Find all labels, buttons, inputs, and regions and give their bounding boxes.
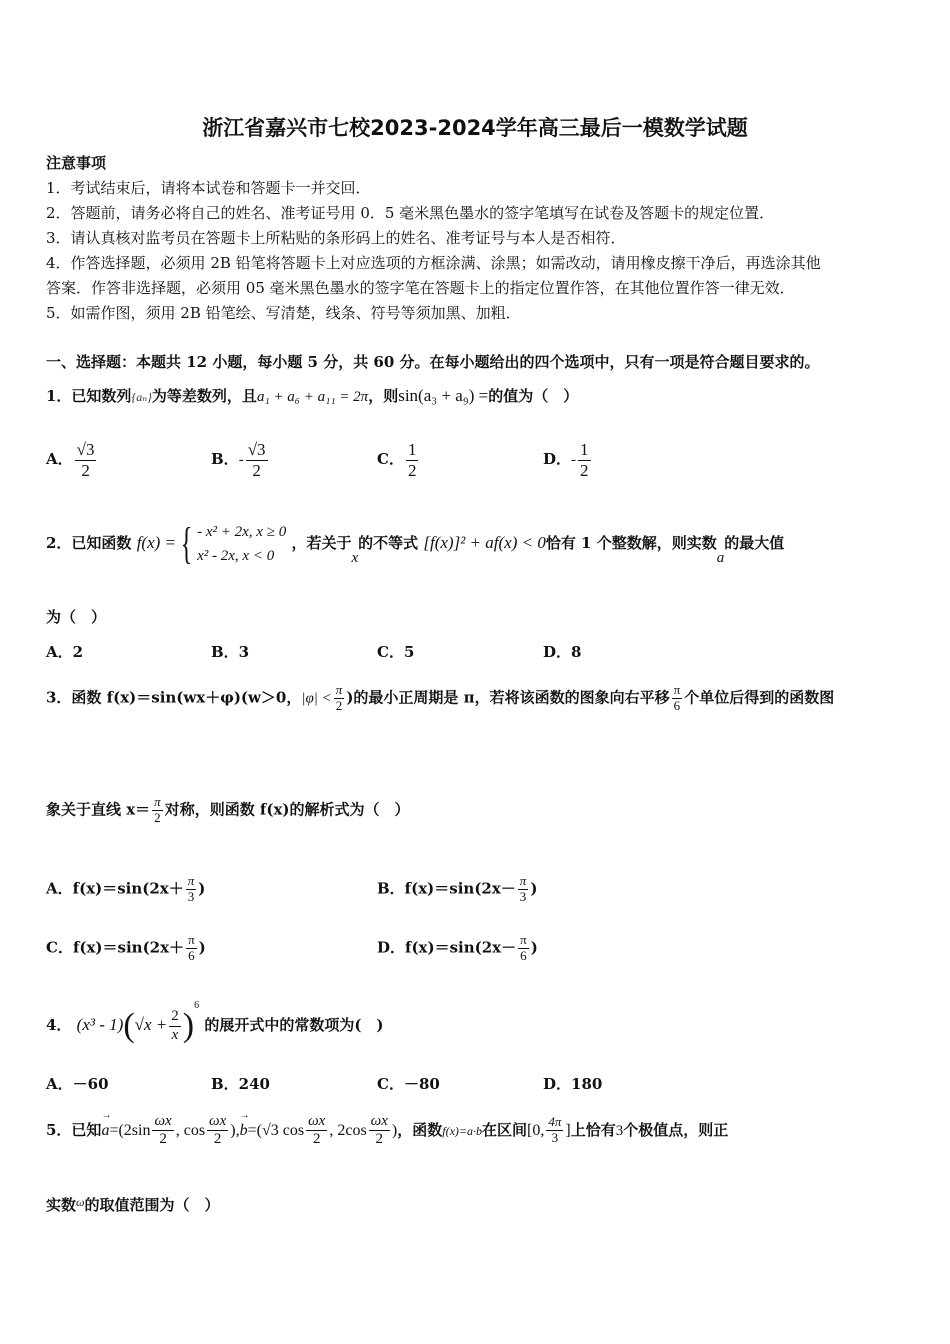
q4-factor-1: (x³ - 1)	[76, 1015, 124, 1034]
paren-open-icon: (	[123, 1007, 135, 1044]
q4-power: 6	[194, 1000, 200, 1011]
option-denominator: 6	[188, 947, 195, 963]
q5-expr: , cos	[175, 1121, 206, 1139]
q3-text: 个单位后得到的函数图	[684, 688, 835, 707]
q3-continuation	[46, 795, 410, 826]
notice-item: 1．考试结束后，请将本试卷和答题卡一并交回．	[46, 179, 371, 197]
q5-text: 个极值点，则正	[623, 1120, 729, 1139]
q5-text: ，函数	[397, 1120, 443, 1139]
question-2	[46, 520, 784, 568]
q2-text: 的最大值	[724, 534, 785, 552]
q3-abs-phi: |φ| <	[301, 690, 332, 707]
vector-arrow-icon: →	[239, 1109, 250, 1121]
question-1	[46, 385, 578, 406]
q4-option-c[interactable]: C．－80	[377, 1075, 440, 1093]
option-close: )	[530, 879, 538, 898]
option-label: C．	[377, 450, 404, 469]
q5-expr: =(√3 cos	[247, 1121, 305, 1139]
fraction-numerator: 2	[169, 1008, 181, 1026]
q2-text: 2．已知函数	[46, 534, 132, 552]
vector-b-label: b	[239, 1121, 248, 1139]
option-denominator: 2	[407, 460, 417, 480]
q2-text: ，若关于	[291, 534, 352, 552]
fraction-denominator: 2	[154, 809, 161, 825]
q3-option-c[interactable]	[46, 933, 206, 964]
q4-sqrt-term: √x +	[134, 1015, 168, 1034]
q3-text: 象关于直线 x＝	[46, 800, 151, 819]
option-label: A．f(x)＝sin(2x＋	[46, 879, 184, 898]
q1-expression: sin(a₃ + a₉) =	[398, 386, 489, 405]
fraction-numerator: ωx	[369, 1113, 390, 1131]
q5-expr: , 2cos	[329, 1121, 367, 1139]
q2-option-c[interactable]: C．5	[377, 643, 415, 661]
option-numerator: √3	[76, 440, 95, 459]
q5-interval: [0,	[527, 1121, 545, 1139]
q1-sequence: {aₙ}	[131, 390, 152, 404]
fraction-denominator: 2	[335, 697, 343, 713]
q2-option-d[interactable]: D．8	[543, 643, 582, 661]
option-label: C．f(x)＝sin(2x＋	[46, 938, 185, 957]
q5-function: f(x)=a·b	[442, 1123, 483, 1138]
brace-icon: {	[180, 519, 193, 568]
q2-option-a[interactable]: A．2	[46, 643, 84, 661]
option-denominator: 2	[81, 460, 90, 480]
q1-option-b[interactable]	[211, 440, 270, 480]
fraction-denominator: 2	[159, 1131, 167, 1148]
option-label: A．	[46, 450, 73, 469]
q2-function: f(x) =	[136, 533, 176, 552]
fraction-denominator: 6	[673, 697, 681, 713]
option-numerator: 1	[580, 440, 589, 459]
q1-text: 为等差数列，且	[151, 387, 257, 405]
q1-option-d[interactable]	[543, 440, 593, 480]
q3-text: 对称，则函数 f(x)的解析式为（ ）	[164, 800, 410, 819]
fraction-denominator: 2	[213, 1131, 222, 1148]
q1-option-c[interactable]	[377, 440, 420, 480]
fraction-denominator: 2	[375, 1131, 384, 1148]
section-heading: 一、选择题：本题共 12 小题，每小题 5 分，共 60 分。在每小题给出的四个选项中，只有一项是符合题目要求的。	[46, 353, 820, 371]
q3-option-d[interactable]	[377, 933, 538, 964]
q5-omega: ω	[76, 1195, 85, 1209]
q2-inequality: [f(x)]² + af(x) < 0	[423, 533, 546, 552]
notice-item: 4．作答选择题，必须用 2B 铅笔将答题卡上对应选项的方框涂满、涂黑；如需改动，请用橡皮擦干净后，再选涂其他	[46, 254, 821, 272]
notice-item: 答案．作答非选择题，必须用 05 毫米黑色墨水的签字笔在答题卡上的指定位置作答，在其他位置作答一律无效．	[46, 279, 795, 297]
notice-item: 3．请认真核对监考员在答题卡上所粘贴的条形码上的姓名、准考证号与本人是否相符．	[46, 229, 626, 247]
q1-option-a[interactable]	[46, 440, 98, 480]
q5-text: 5．已知	[46, 1120, 102, 1139]
q3-text: )的最小正周期是 π，若将该函数的图象向右平移	[346, 688, 670, 707]
q5-expr: ),	[230, 1121, 240, 1139]
notice-heading: 注意事项	[46, 154, 107, 172]
fraction-numerator: ωx	[152, 1113, 173, 1131]
fraction-numerator: ωx	[207, 1113, 228, 1131]
q5-text: 的取值范围为（ ）	[84, 1196, 220, 1214]
option-numerator: 1	[407, 440, 417, 459]
option-numerator: √3	[247, 440, 266, 459]
q1-condition: a₁ + a₆ + a₁₁ = 2π	[256, 389, 369, 405]
q2-continuation: 为（ ）	[46, 608, 107, 626]
option-label: B．	[211, 450, 239, 469]
q5-text: 实数	[46, 1196, 77, 1214]
q5-count: 3	[615, 1122, 624, 1139]
q5-text: 在区间	[482, 1120, 528, 1139]
option-close: )	[198, 879, 206, 898]
q2-case-2: x² - 2x, x < 0	[197, 548, 275, 564]
option-close: )	[198, 938, 206, 957]
q4-option-d[interactable]: D．180	[543, 1075, 603, 1093]
option-numerator: π	[188, 932, 195, 947]
option-denominator: 2	[580, 460, 589, 480]
q2-text: 恰有 1 个整数解，则实数	[545, 534, 717, 552]
page-title: 浙江省嘉兴市七校2023-2024学年高三最后一模数学试题	[202, 116, 748, 140]
fraction-numerator: π	[154, 794, 161, 809]
question-5	[46, 1109, 729, 1149]
option-numerator: π	[520, 932, 527, 947]
q4-text: 的展开式中的常数项为( )	[204, 1016, 384, 1034]
notice-item: 2．答题前，请务必将自己的姓名、准考证号用 0．5 毫米黑色墨水的签字笔填写在试卷及答题卡的规定位置．	[46, 204, 775, 222]
question-4	[46, 1000, 384, 1045]
fraction-numerator: ωx	[306, 1113, 327, 1131]
vector-a-label: a	[101, 1121, 110, 1139]
option-numerator: π	[187, 873, 195, 888]
option-denominator: 2	[252, 460, 261, 480]
option-label: B．f(x)＝sin(2x－	[377, 879, 516, 898]
q5-vector-b	[239, 1109, 250, 1139]
fraction-numerator: 4π	[548, 1114, 562, 1130]
option-sign: -	[238, 452, 244, 469]
fraction-numerator: π	[335, 682, 343, 697]
option-denominator: 3	[519, 888, 527, 904]
q2-var-x: x	[351, 550, 359, 566]
q1-text: 的值为（ ）	[488, 387, 579, 405]
notice-item: 5．如需作图，须用 2B 铅笔绘、写清楚，线条、符号等须加黑、加粗．	[46, 304, 521, 322]
option-numerator: π	[519, 873, 527, 888]
q4-option-a[interactable]: A．－60	[46, 1075, 109, 1093]
fraction-denominator: 2	[312, 1131, 321, 1148]
q4-number: 4．	[46, 1016, 72, 1034]
option-label: D．	[543, 450, 572, 469]
fraction-denominator: x	[171, 1026, 179, 1043]
q2-case-1: - x² + 2x, x ≥ 0	[197, 524, 287, 540]
q2-var-a: a	[716, 550, 725, 566]
question-3	[46, 683, 834, 714]
q5-text: 上恰有	[570, 1120, 616, 1139]
q2-option-b[interactable]: B．3	[211, 643, 250, 661]
vector-arrow-icon: →	[101, 1109, 112, 1121]
q1-text: 1．已知数列	[46, 387, 132, 405]
fraction-numerator: π	[673, 682, 681, 697]
q3-option-b[interactable]	[377, 874, 537, 905]
option-sign: -	[571, 452, 577, 469]
q2-text: 的不等式	[358, 534, 419, 552]
q1-text: ，则	[368, 387, 399, 405]
q4-option-b[interactable]: B．240	[211, 1075, 270, 1093]
option-denominator: 6	[520, 947, 527, 963]
q5-vector-a	[101, 1109, 112, 1139]
option-close: )	[530, 938, 538, 957]
q5-interval: ]	[565, 1121, 571, 1139]
q3-text: 3．函数 f(x)＝sin(wx＋φ)(w＞0，	[46, 688, 302, 707]
option-label: D．f(x)＝sin(2x－	[377, 938, 517, 957]
q5-expr: )	[391, 1121, 398, 1139]
q3-option-a[interactable]	[46, 874, 205, 905]
q5-continuation	[46, 1194, 220, 1215]
q5-expr: =(2sin	[109, 1121, 151, 1139]
fraction-denominator: 3	[551, 1130, 559, 1146]
option-denominator: 3	[187, 888, 195, 904]
paren-close-icon: )	[182, 1007, 195, 1044]
